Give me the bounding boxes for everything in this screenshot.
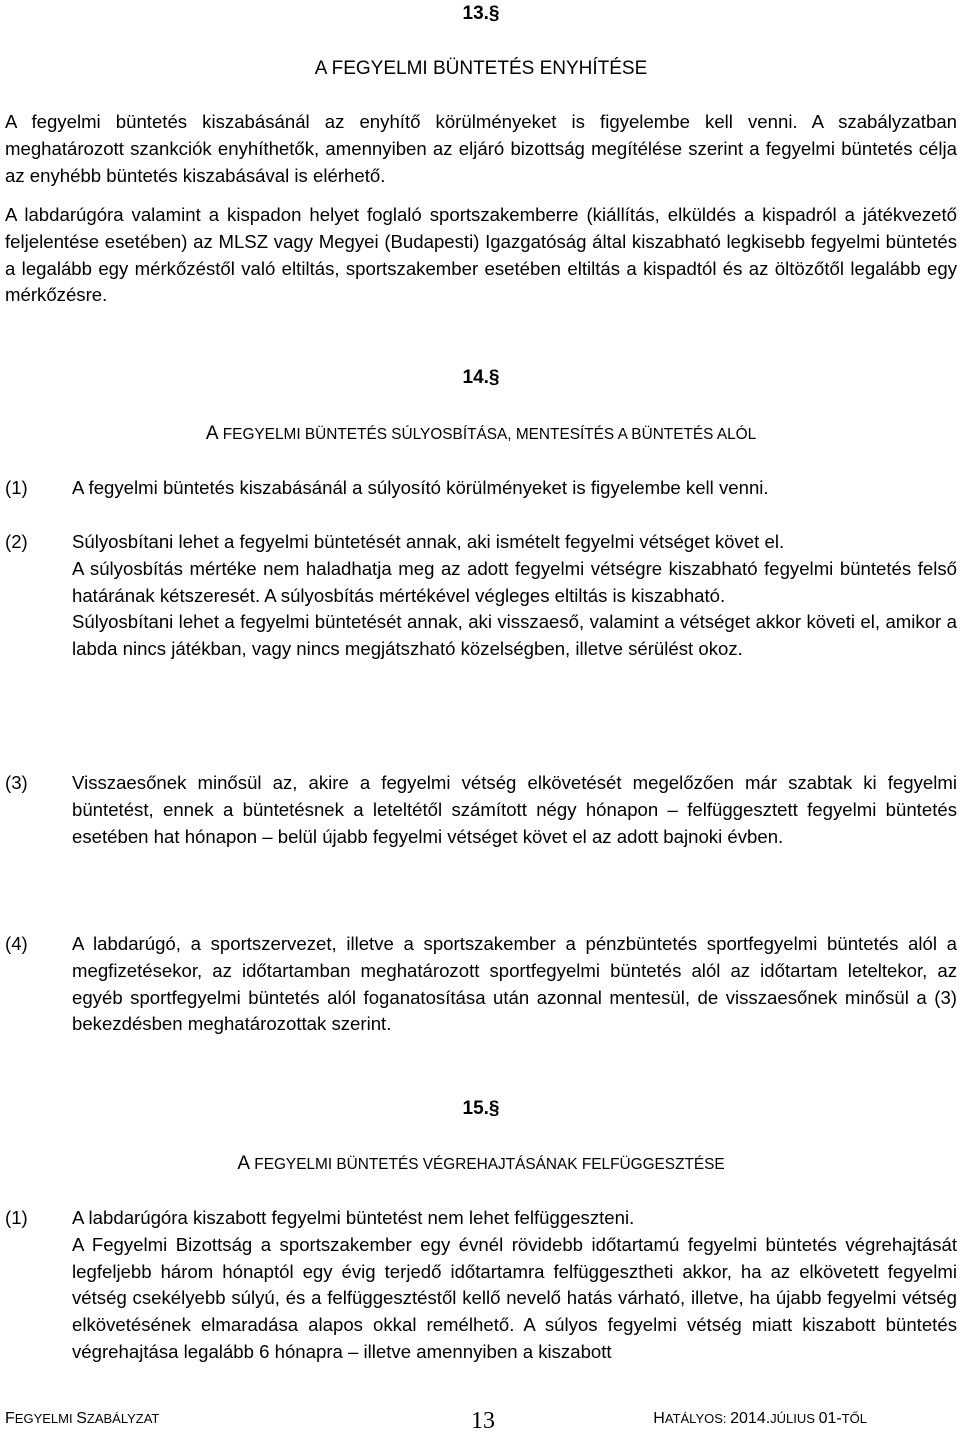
item-number: (3) [5, 772, 28, 793]
footer-page-number: 13 [471, 1408, 495, 1434]
section-13-paragraph-2: A labdarúgóra valamint a kispadon helyet foglaló sportszakemberre (kiállítás, elküldés a kispadról a játékvezető feljelentése esetében) az MLSZ vagy Megyei (Budapesti) Igazgatóság által kiszabható legkisebb fegyelmi büntetés a legalább egy mérkőzéstől való eltiltás, sportszakember esetében eltiltás a kispadtól és az öltözőtől legalább egy mérkőzésre. [5, 204, 957, 306]
section-13-paragraph-1: A fegyelmi büntetés kiszabásánál az enyhítő körülményeket is figyelembe kell venni. A szabályzatban meghatározott szankciók enyhíthetők, amennyiben az eljáró bizottság megítélése szerint a fegyelmi büntetés célja az enyhébb büntetés kiszabásával is elérhető. [5, 111, 957, 186]
section-15-title-a: A [237, 1153, 251, 1174]
footer-left-1: F [5, 1410, 15, 1427]
section-15-title [5, 1150, 957, 1179]
footer-right-3: 2014. [730, 1410, 771, 1427]
item-text: A labdarúgó, a sportszervezet, illetve a sportszakember a pénzbüntetés sportfegyelmi büntetés alól a megfizetésekor, az időtartamban meghatározott sportfegyelmi büntetés alól az időtartam leteltekor, az egyéb sportfegyelmi büntetés alól foganatosítása után azonnal mentesül, de visszaesőnek minősül a (3) bekezdésben meghatározottak szerint. [72, 933, 957, 1035]
item-text: A fegyelmi büntetés kiszabásánál a súlyosító körülményeket is figyelembe kell venni. [72, 477, 769, 498]
document-page [5, 0, 957, 1434]
section-15-item-1 [5, 1205, 957, 1366]
section-14-item-1 [5, 475, 957, 502]
footer-right-5: 01- [818, 1410, 842, 1427]
item-number: (4) [5, 933, 28, 954]
item-number: (1) [5, 477, 28, 498]
footer-effective-date [653, 1410, 867, 1428]
item-text: A labdarúgóra kiszabott fegyelmi büntetést nem lehet felfüggeszteni. [72, 1207, 635, 1228]
footer-left-4: ZABÁLYZAT [86, 1411, 160, 1426]
item-text: A súlyosbítás mértéke nem haladhatja meg az adott fegyelmi vétségre kiszabható fegyelmi büntetés felső határának kétszeresét. A súlyosbítás mértékével végleges eltiltás is kiszabható. [72, 557, 957, 606]
item-text: A Fegyelmi Bizottság a sportszakember egy évnél rövidebb időtartamú fegyelmi büntetés végrehajtását legfeljebb három hónaptól egy évig terjedő időtartamra felfüggesztheti akkor, ha az elkövetett fegyelmi vétség csekélyebb súlyú, és a felfüggesztéstől kellő nevelő hatás várható, illetve, ha újabb fegyelmi vétség elkövetésének elmaradása alapos okkal remélhető. A súlyos fegyelmi vétség miatt kiszabott büntetés végrehajtása legalább 6 hónapra – illetve amennyiben a kiszabott [72, 1233, 957, 1362]
page-footer [5, 1406, 957, 1434]
footer-right-2: ATÁLYOS: [664, 1411, 731, 1426]
footer-left-2: EGYELMI [14, 1411, 77, 1426]
footer-left-3: S [76, 1410, 87, 1427]
item-number: (1) [5, 1207, 28, 1228]
section-13-title: A FEGYELMI BÜNTETÉS ENYHÍTÉSE [314, 58, 648, 79]
section-14-title-a: A [205, 423, 219, 444]
footer-right-6: TŐL [841, 1411, 867, 1426]
section-14-title-c: BÜNTETÉS SÚLYOSBÍTÁSA, MENTESÍTÉS A BÜNTETÉS ALÓL [304, 426, 757, 443]
section-15-title-b: FEGYELMI [250, 1156, 337, 1173]
section-15-title-c: BÜNTETÉS VÉGREHAJTÁSÁNAK FELFÜGGESZTÉSE [336, 1156, 725, 1173]
item-text: Visszaesőnek minősül az, akire a fegyelmi vétség elkövetését megelőzően már szabtak ki fegyelmi büntetést, ennek a büntetésnek a leteltétől számított négy hónapon – felfüggesztett fegyelmi büntetés esetében hat hónapon – belül újabb fegyelmi vétséget követ el az adott bajnoki évben. [72, 772, 957, 847]
section-15-number: 15.§ [462, 1098, 500, 1119]
section-14-item-2 [5, 529, 957, 663]
item-number: (2) [5, 531, 28, 552]
footer-document-name [5, 1410, 159, 1428]
section-14-item-4 [5, 931, 957, 1038]
section-14-item-3 [5, 770, 957, 850]
item-text: Súlyosbítani lehet a fegyelmi büntetését annak, aki visszaeső, valamint a vétséget akkor követi el, amikor a labda nincs játékban, vagy nincs megjátszható közelségben, illetve sérülést okoz. [72, 611, 957, 660]
footer-right-1: H [653, 1410, 665, 1427]
item-text: Súlyosbítani lehet a fegyelmi büntetését annak, aki ismételt fegyelmi vétséget követ el. [72, 531, 785, 552]
footer-right-4: JÚLIUS [770, 1411, 819, 1426]
section-14-number: 14.§ [462, 367, 500, 388]
section-14-title-b: FEGYELMI [218, 426, 305, 443]
section-13-number: 13.§ [462, 3, 500, 24]
section-14-title [5, 420, 957, 449]
